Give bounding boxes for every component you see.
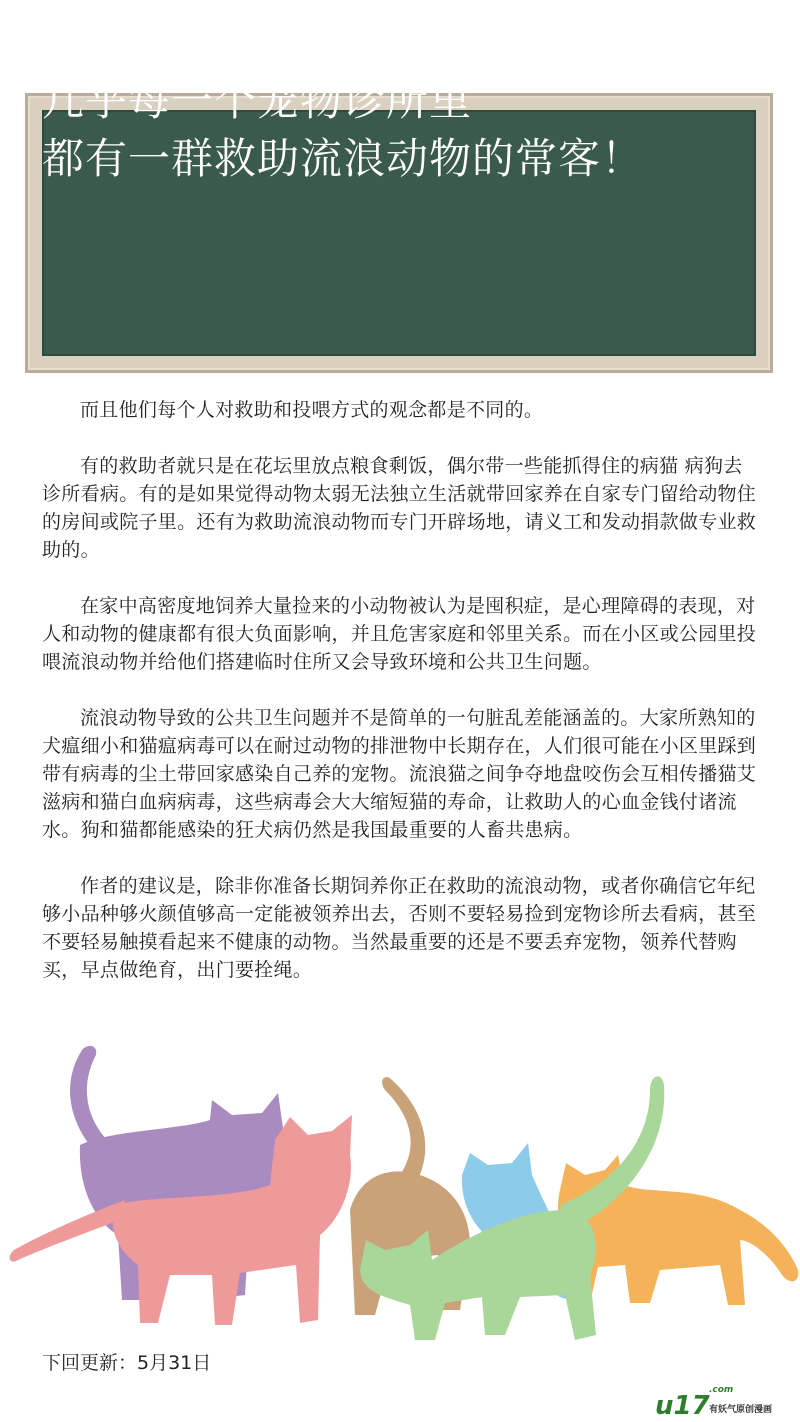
logo-dotcom: .com <box>709 1385 734 1395</box>
u17-logo[interactable] <box>655 1385 800 1422</box>
title-line-2: 都有一群救助流浪动物的常客！ <box>42 134 645 183</box>
paragraph: 在家中高密度地饲养大量捡来的小动物被认为是囤积症，是心理障碍的表现，对人和动物的健康都有很大负面影响，并且危害家庭和邻里关系。而在小区或公园里投喂流浪动物并给他们搭建临时住所又会导致环境和公共卫生问题。 <box>42 595 757 673</box>
page-title <box>42 72 644 188</box>
logo-slogan: 有妖气原创漫画 <box>709 1405 773 1415</box>
logo-brand: u17 <box>655 1391 710 1421</box>
cats-illustration <box>0 1035 800 1345</box>
orange-cat-body <box>558 1155 798 1305</box>
paragraph: 而且他们每个人对救助和投喂方式的观念都是不同的。 <box>80 399 544 421</box>
orange-cat-icon <box>558 1155 798 1305</box>
title-line-1: 几乎每一个宠物诊所里 <box>42 76 473 125</box>
article-body <box>42 396 760 1012</box>
paragraph: 有的救助者就只是在花坛里放点粮食剩饭，偶尔带一些能抓得住的病猫 病狗去诊所看病。有的是如果觉得动物太弱无法独立生活就带回家养在自家专门留给动物住的房间或院子里。还有为救助流浪动物而专门开辟场地，请义工和发动捐款做专业救助的。 <box>42 455 757 561</box>
paragraph: 流浪动物导致的公共卫生问题并不是简单的一句脏乱差能涵盖的。大家所熟知的犬瘟细小和猫瘟病毒可以在耐过动物的排泄物中长期存在，人们很可能在小区里踩到带有病毒的尘土带回家感染自己养的宠物。流浪猫之间争夺地盘咬伤会互相传播猫艾滋病和猫白血病病毒，这些病毒会大大缩短猫的寿命，让救助人的心血金钱付诸流水。狗和猫都能感染的狂犬病仍然是我国最重要的人畜共患病。 <box>42 707 757 841</box>
pink-cat-tail <box>10 1200 125 1262</box>
tan-cat-tail <box>382 1077 425 1185</box>
next-update-notice: 下回更新：5月31日 <box>42 1352 212 1374</box>
paragraph: 作者的建议是，除非你准备长期饲养你正在救助的流浪动物，或者你确信它年纪够小品种够火颜值够高一定能被领养出去，否则不要轻易捡到宠物诊所去看病，甚至不要轻易触摸看起来不健康的动物。当然最重要的还是不要丢弃宠物，领养代替购买，早点做绝育，出门要拴绳。 <box>42 875 757 981</box>
